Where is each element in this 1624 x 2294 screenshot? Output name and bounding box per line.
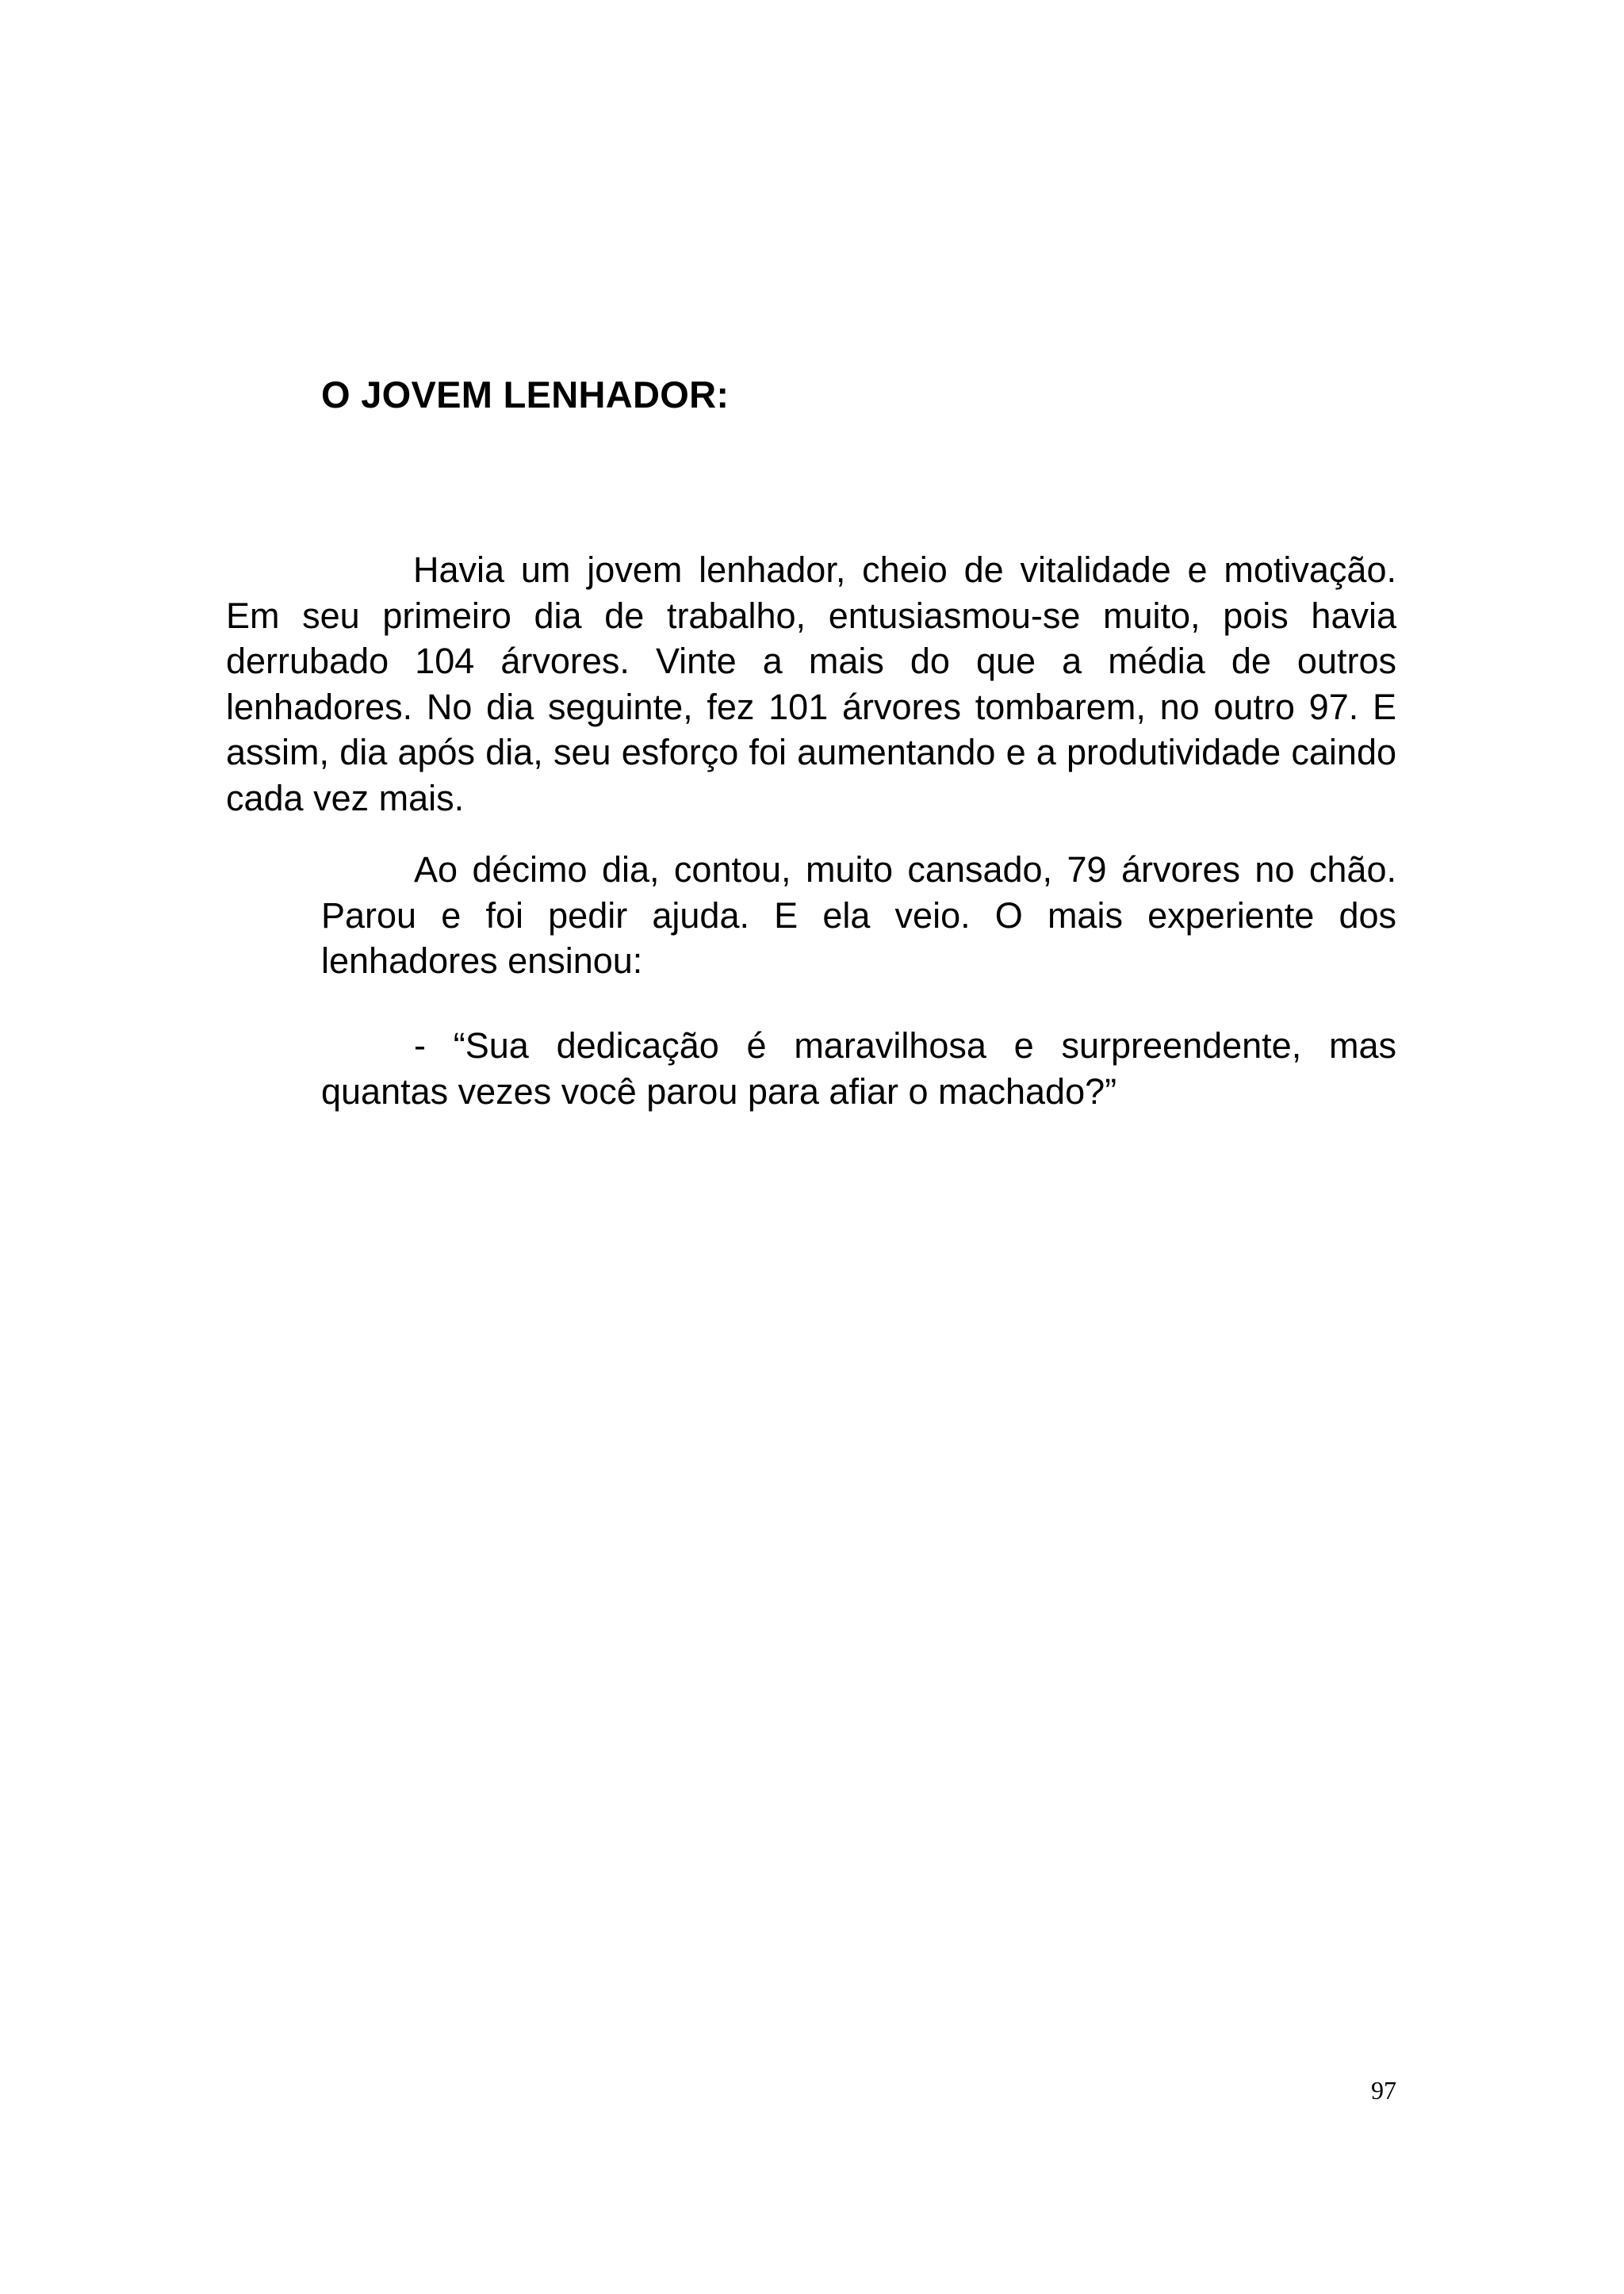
paragraph-quote: - “Sua dedicação é maravilhosa e surpreendente, mas quantas vezes você parou para afiar o machado?” bbox=[321, 1025, 1396, 1112]
page-number: 97 bbox=[1371, 2076, 1396, 2104]
paragraph-intro: Havia um jovem lenhador, cheio de vitalidade e motivação. Em seu primeiro dia de trabalho, entusiasmou-se muito, pois havia derrubado 104 árvores. Vinte a mais do que a média de outros lenhadores. No dia seguinte, fez 101 árvores tombarem, no outro 97. E assim, dia após dia, seu esforço foi aumentando e a produtividade caindo cada vez mais. bbox=[226, 550, 1396, 818]
page-title: O JOVEM LENHADOR: bbox=[321, 373, 730, 416]
paragraph-tenth-day: Ao décimo dia, contou, muito cansado, 79 árvores no chão. Parou e foi pedir ajuda. E ela veio. O mais experiente dos lenhadores ensinou: bbox=[321, 849, 1396, 981]
